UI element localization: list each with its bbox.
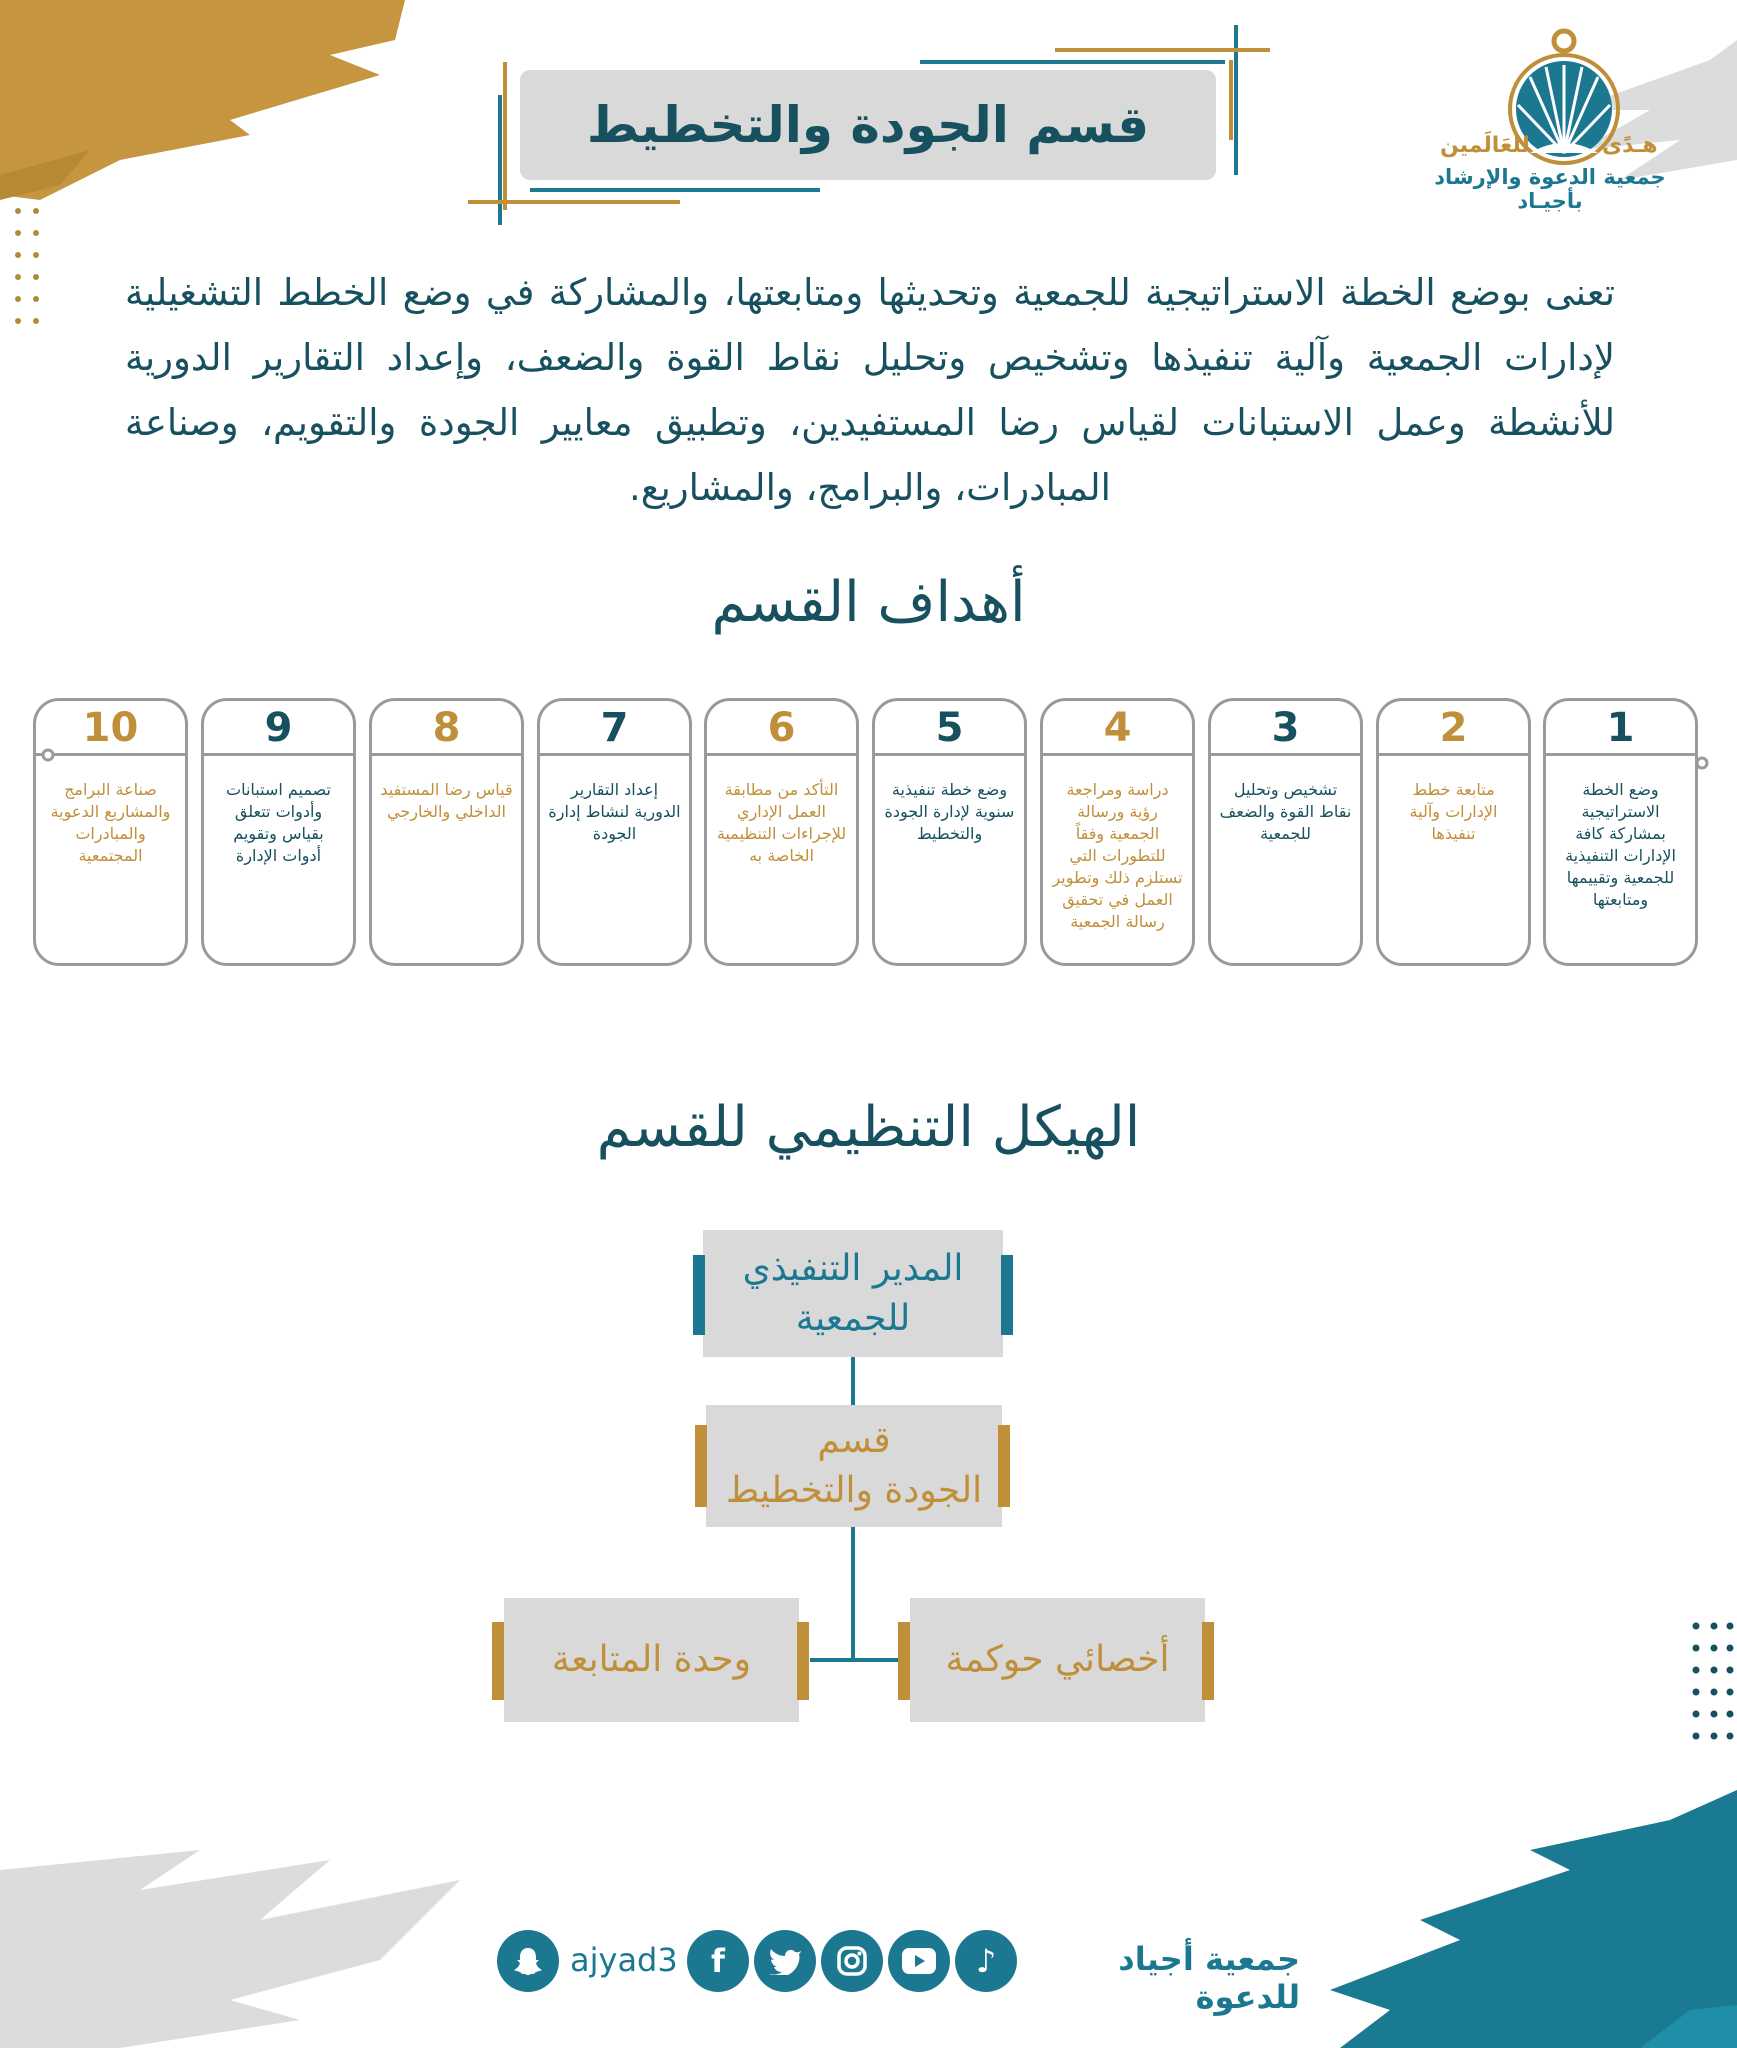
org-ceo-bar-left bbox=[693, 1255, 705, 1335]
goal-card-6 bbox=[704, 698, 859, 966]
org-dept-box bbox=[706, 1405, 1002, 1527]
goal-card-1 bbox=[1543, 698, 1698, 966]
goal-text: وضع الخطة الاستراتيجية بمشاركة كافة الإدارات التنفيذية للجمعية وتقييمها ومتابعتها bbox=[1565, 780, 1676, 909]
org-ceo-box bbox=[703, 1230, 1003, 1357]
goal-card-7 bbox=[537, 698, 692, 966]
goal-card-3 bbox=[1208, 698, 1363, 966]
org-dept-line2: الجودة والتخطيط bbox=[725, 1470, 983, 1511]
page-title: قسم الجودة والتخطيط bbox=[520, 70, 1216, 180]
logo bbox=[1410, 25, 1710, 213]
facebook-icon[interactable]: f bbox=[687, 1930, 749, 1992]
goal-text: متابعة خطط الإدارات وآلية تنفيذها bbox=[1409, 780, 1498, 843]
goal-number: 6 bbox=[767, 705, 796, 751]
org-dept-bar-right bbox=[998, 1425, 1010, 1507]
goal-card-4 bbox=[1040, 698, 1195, 966]
org-unit-followup-bar-left bbox=[492, 1622, 504, 1700]
brush-gold-top-left bbox=[0, 0, 420, 200]
goal-card-2 bbox=[1376, 698, 1531, 966]
footer-handle[interactable]: ajyad3 bbox=[570, 1941, 678, 1979]
goal-number: 10 bbox=[82, 705, 139, 751]
twitter-icon[interactable] bbox=[754, 1930, 816, 1992]
org-unit-governance-bar-left bbox=[898, 1622, 910, 1700]
goal-number: 2 bbox=[1439, 705, 1468, 751]
goal-number: 4 bbox=[1103, 705, 1132, 751]
goal-text: إعداد التقارير الدورية لنشاط إدارة الجودة bbox=[548, 780, 681, 843]
org-unit-governance: أخصائي حوكمة bbox=[910, 1598, 1205, 1722]
brush-grey-bottom-left bbox=[0, 1830, 470, 2048]
org-unit-followup-bar-right bbox=[797, 1622, 809, 1700]
logo-name-right: هـدًى bbox=[1602, 133, 1658, 158]
tiktok-icon[interactable]: ♪ bbox=[955, 1930, 1017, 1992]
org-unit-governance-bar-right bbox=[1202, 1622, 1214, 1700]
org-unit-followup: وحدة المتابعة bbox=[504, 1598, 799, 1722]
logo-org-name: جمعية الدعوة والإرشاد بأجيـاد bbox=[1434, 165, 1666, 213]
goals-heading: أهداف القسم bbox=[711, 570, 1026, 635]
goal-card-9 bbox=[201, 698, 356, 966]
brush-teal-bottom-right bbox=[1310, 1790, 1737, 2048]
goal-text: دراسة ومراجعة رؤية ورسالة الجمعية وفقاً للتطورات التي تستلزم ذلك وتطوير العمل في تحقيق رسالة الجمعية bbox=[1052, 780, 1183, 931]
youtube-icon[interactable] bbox=[888, 1930, 950, 1992]
goal-number: 3 bbox=[1271, 705, 1300, 751]
org-chart-heading: الهيكل التنظيمي للقسم bbox=[596, 1095, 1141, 1160]
goal-number: 8 bbox=[432, 705, 461, 751]
goal-number: 9 bbox=[264, 705, 293, 751]
intro-paragraph: تعنى بوضع الخطة الاستراتيجية للجمعية وتحديثها ومتابعتها، والمشاركة في وضع الخطط التشغيلية لإدارات الجمعية وآلية تنفيذها وتشخيص وتحليل نقاط القوة والضعف، وإعداد التقارير الدورية للأنشطة وعمل الاستبانات لقياس رضا المستفيدين، وتطبيق معايير الجودة والتقويم، وصناعة المبادرات، والبرامج، والمشاريع. bbox=[125, 271, 1615, 509]
goal-card-8 bbox=[369, 698, 524, 966]
goal-number: 7 bbox=[600, 705, 629, 751]
logo-name-left: للعَالَمين bbox=[1440, 133, 1530, 158]
org-ceo-line2: للجمعية bbox=[795, 1297, 911, 1339]
dots-left bbox=[12, 205, 42, 335]
goal-text: التأكد من مطابقة العمل الإداري للإجراءات التنظيمية الخاصة به bbox=[716, 780, 847, 865]
goals-connector-dots bbox=[0, 740, 1737, 770]
goal-text: تصميم استبانات وأدوات تتعلق بقياس وتقويم أدوات الإدارة bbox=[226, 780, 331, 865]
goal-card-5 bbox=[872, 698, 1027, 966]
goal-card-10 bbox=[33, 698, 188, 966]
org-ceo-line1: المدير التنفيذي bbox=[742, 1247, 964, 1289]
goal-text: قياس رضا المستفيد الداخلي والخارجي bbox=[380, 780, 513, 821]
org-dept-line1: قسم bbox=[817, 1420, 891, 1461]
goal-text: تشخيص وتحليل نقاط القوة والضعف للجمعية bbox=[1219, 780, 1352, 843]
instagram-icon[interactable] bbox=[821, 1930, 883, 1992]
snapchat-icon[interactable] bbox=[497, 1930, 559, 1992]
goal-number: 1 bbox=[1606, 705, 1635, 751]
goal-text: وضع خطة تنفيذية سنوية لإدارة الجودة والتخطيط bbox=[884, 780, 1015, 843]
goal-number: 5 bbox=[935, 705, 964, 751]
goal-text: صناعة البرامج والمشاريع الدعوية والمبادرات المجتمعية bbox=[50, 780, 171, 865]
org-dept-bar-left bbox=[695, 1425, 707, 1507]
org-ceo-bar-right bbox=[1001, 1255, 1013, 1335]
footer-org-name: جمعية أجياد للدعوة bbox=[1118, 1940, 1300, 2016]
